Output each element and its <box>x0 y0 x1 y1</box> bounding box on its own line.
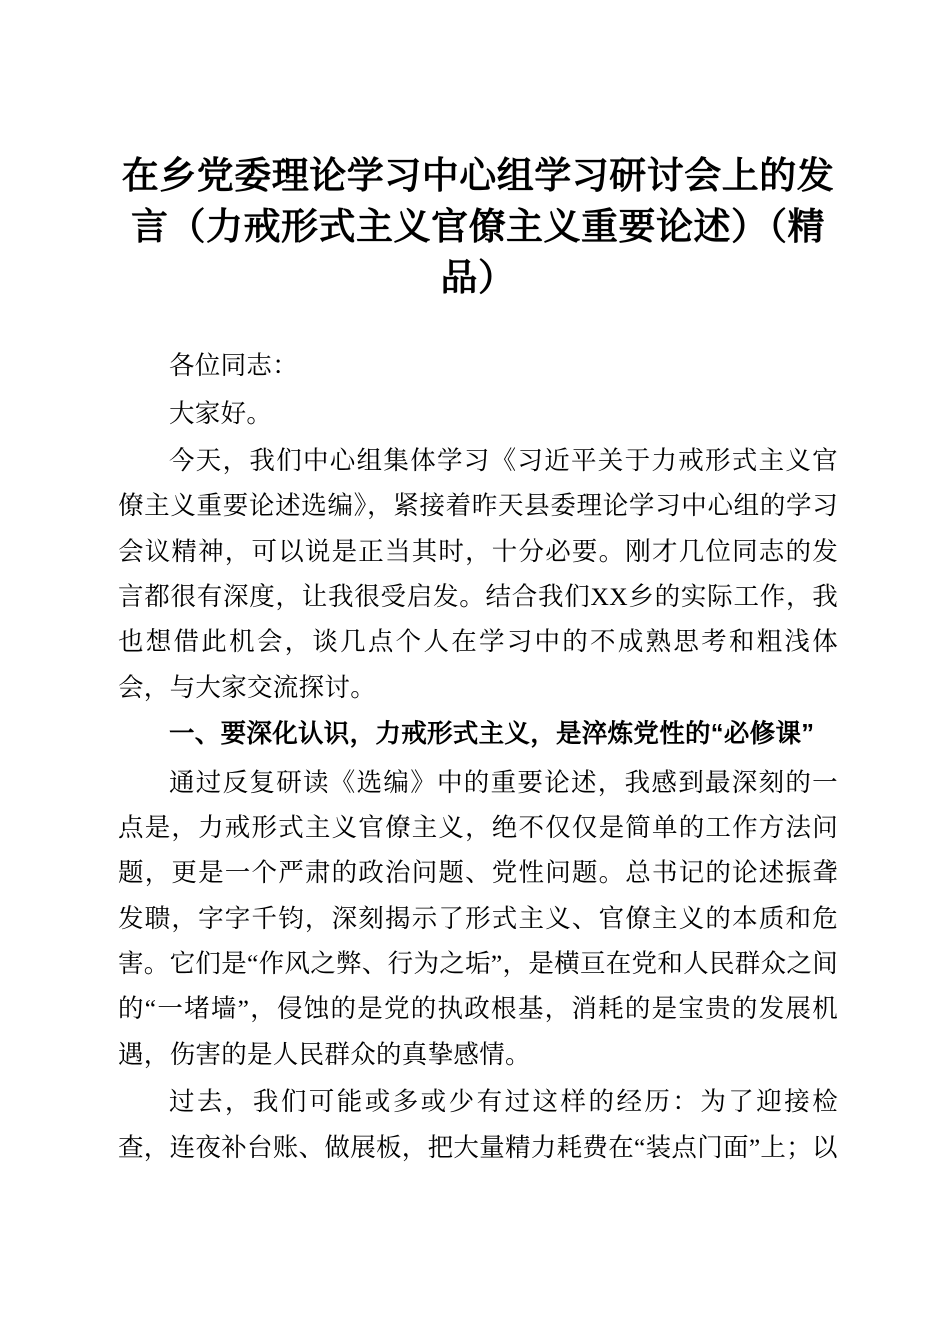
paragraph-greeting: 大家好。 <box>169 398 273 428</box>
section-heading-one: 一、要深化认识，力戒形式主义，是淬炼党性的“必修课” <box>169 720 815 749</box>
paragraph-salutation: 各位同志： <box>169 351 299 381</box>
paragraph-section-one-continued: 过去，我们可能或多或少有过这样的经历：为了迎接检查，连夜补台账、做展板，把大量精力耗费在“装点门面”上；以 <box>118 1087 838 1162</box>
paragraph-intro: 今天，我们中心组集体学习《习近平关于力戒形式主义官僚主义重要论述选编》，紧接着昨天县委理论学习中心组的学习会议精神，可以说是正当其时，十分必要。刚才几位同志的发言都很有深度，让我很受启发。结合我们XX乡的实际工作，我也想借此机会，谈几点个人在学习中的不成熟思考和粗浅体会，与大家交流探讨。 <box>118 445 838 702</box>
document-body <box>118 343 838 1170</box>
document-title: 在乡党委理论学习中心组学习研讨会上的发言（力戒形式主义官僚主义重要论述）（精品） <box>121 155 835 299</box>
paragraph-section-one-body: 通过反复研读《选编》中的重要论述，我感到最深刻的一点是，力戒形式主义官僚主义，绝不仅仅是简单的工作方法问题，更是一个严肃的政治问题、党性问题。总书记的论述振聋发聩，字字千钧，深刻揭示了形式主义、官僚主义的本质和危害。它们是“作风之弊、行为之垢”，是横亘在党和人民群众之间的“一堵墙”，侵蚀的是党的执政根基，消耗的是宝贵的发展机遇，伤害的是人民群众的真挚感情。 <box>118 767 838 1069</box>
